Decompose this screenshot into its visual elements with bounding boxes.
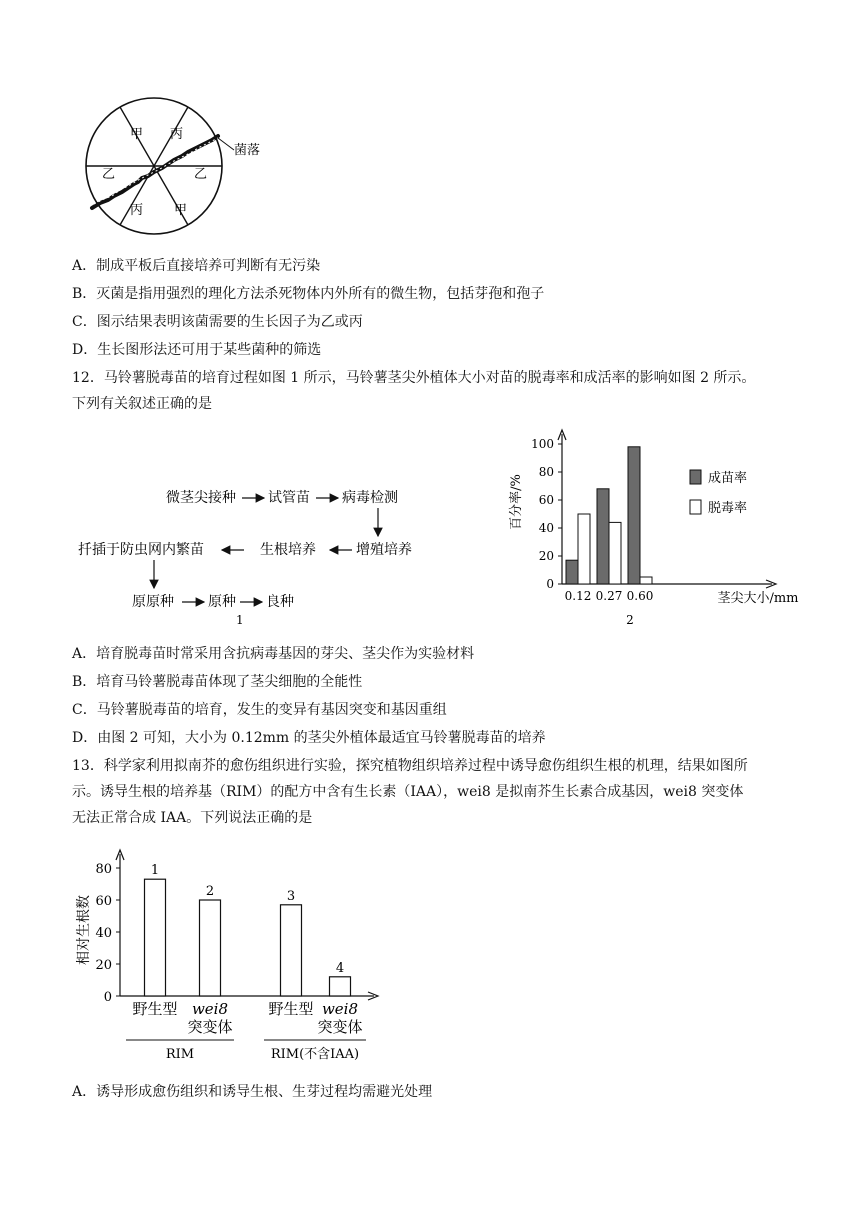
group-label: RIM: [165, 1047, 195, 1062]
bar: [628, 447, 640, 584]
flow-step: 微茎尖接种: [166, 490, 236, 506]
q11-option-a: A．制成平板后直接培养可判断有无污染: [72, 258, 321, 274]
x-tick-label: 突变体: [187, 1018, 233, 1036]
y-tick-label: 80: [95, 862, 112, 877]
y-tick-label: 0: [103, 990, 112, 1005]
y-tick-label: 20: [95, 958, 112, 973]
x-tick-label: 野生型: [268, 1000, 314, 1018]
bar: [578, 514, 590, 584]
x-tick-label: wei8: [321, 1000, 359, 1018]
q12-option-a: A．培育脱毒苗时常采用含抗病毒基因的芽尖、茎尖作为实验材料: [72, 646, 475, 662]
plate-label: 丙: [170, 127, 184, 142]
q13-option-a: A．诱导形成愈伤组织和诱导生根、生芽过程均需避光处理: [72, 1084, 433, 1100]
y-tick-label: 20: [538, 549, 554, 563]
chart-2: [500, 414, 800, 634]
x-tick-label: 0.27: [595, 589, 623, 603]
flowchart: [74, 478, 434, 628]
x-tick-label: 野生型: [132, 1000, 178, 1018]
bar: [566, 560, 578, 584]
q12-stem-line2: 下列有关叙述正确的是: [72, 396, 212, 412]
legend-label: 脱毒率: [708, 501, 748, 516]
bar: [640, 577, 652, 584]
legend-label: 成苗率: [708, 471, 748, 486]
flow-step: 扦插于防虫网内繁苗: [78, 542, 204, 558]
bar: [609, 522, 621, 584]
bar-label: 3: [286, 888, 296, 904]
plate-label: 甲: [130, 127, 144, 142]
group-label: RIM(不含IAA): [270, 1047, 360, 1062]
y-axis-label: 百分率/%: [509, 474, 524, 530]
bar-label: 4: [335, 960, 345, 976]
flow-step: 增殖培养: [356, 542, 412, 558]
flow-step: 试管苗: [268, 490, 310, 506]
bar-label: 2: [205, 884, 215, 899]
q11-option-c: C．图示结果表明该菌需要的生长因子为乙或丙: [72, 314, 363, 330]
legend-swatch: [690, 470, 701, 484]
plate-label: 乙: [194, 167, 208, 182]
q12-option-d: D．由图 2 可知，大小为 0.12mm 的茎尖外植体最适宜马铃薯脱毒苗的培养: [72, 730, 546, 746]
q11-option-b: B．灭菌是指用强烈的理化方法杀死物体内外所有的微生物，包括芽孢和孢子: [72, 286, 545, 302]
y-tick-label: 60: [538, 493, 554, 507]
plate-label: 甲: [174, 203, 188, 218]
q13-stem-line1: 13．科学家利用拟南芥的愈伤组织进行实验，探究植物组织培养过程中诱导愈伤组织生根的机理，结果如图所: [72, 758, 748, 774]
x-axis-label: 茎尖大小/mm: [717, 591, 799, 606]
bar: [281, 905, 302, 996]
y-tick-label: 0: [546, 577, 554, 591]
bar: [145, 879, 166, 996]
plate-label: 丙: [130, 203, 144, 218]
q11-option-d: D．生长图形法还可用于某些菌种的筛选: [72, 342, 322, 358]
y-tick-label: 80: [538, 465, 554, 479]
chart-caption: 2: [626, 613, 634, 627]
q12-stem-line1: 12．马铃薯脱毒苗的培育过程如图 1 所示，马铃薯茎尖外植体大小对苗的脱毒率和成活率的影响如图 2 所示。: [72, 370, 756, 386]
flow-step: 原种: [208, 594, 236, 610]
q12-option-c: C．马铃薯脱毒苗的培育，发生的变异有基因突变和基因重组: [72, 702, 447, 718]
x-tick-label: 突变体: [317, 1018, 363, 1036]
x-tick-label: 0.12: [564, 589, 592, 603]
colony-label: 菌落: [234, 143, 261, 158]
y-tick-label: 60: [95, 894, 112, 909]
flow-step: 生根培养: [260, 542, 316, 558]
q13-stem-line3: 无法正常合成 IAA。下列说法正确的是: [72, 810, 313, 826]
y-tick-label: 40: [95, 926, 112, 941]
bar: [200, 900, 221, 996]
flow-step: 良种: [266, 594, 294, 610]
q13-stem-line2: 示。诱导生根的培养基（RIM）的配方中含有生长素（IAA），wei8 是拟南芥生长素合成基因，wei8 突变体: [72, 784, 744, 800]
bar: [330, 977, 351, 996]
q12-option-b: B．培育马铃薯脱毒苗体现了茎尖细胞的全能性: [72, 674, 363, 690]
y-tick-label: 40: [538, 521, 554, 535]
flow-caption: 1: [236, 613, 244, 627]
bar: [597, 489, 609, 584]
legend-swatch: [690, 500, 701, 514]
y-tick-label: 100: [531, 437, 554, 451]
flow-step: 病毒检测: [342, 490, 398, 506]
plate-figure: [78, 96, 268, 236]
y-axis-label: 相对生根数: [76, 895, 92, 965]
x-tick-label: 0.60: [626, 589, 654, 603]
flow-step: 原原种: [132, 594, 174, 610]
bar-label: 1: [150, 863, 160, 879]
x-tick-label: wei8: [191, 1000, 229, 1018]
chart-3: [74, 846, 394, 1064]
plate-label: 乙: [102, 167, 116, 182]
